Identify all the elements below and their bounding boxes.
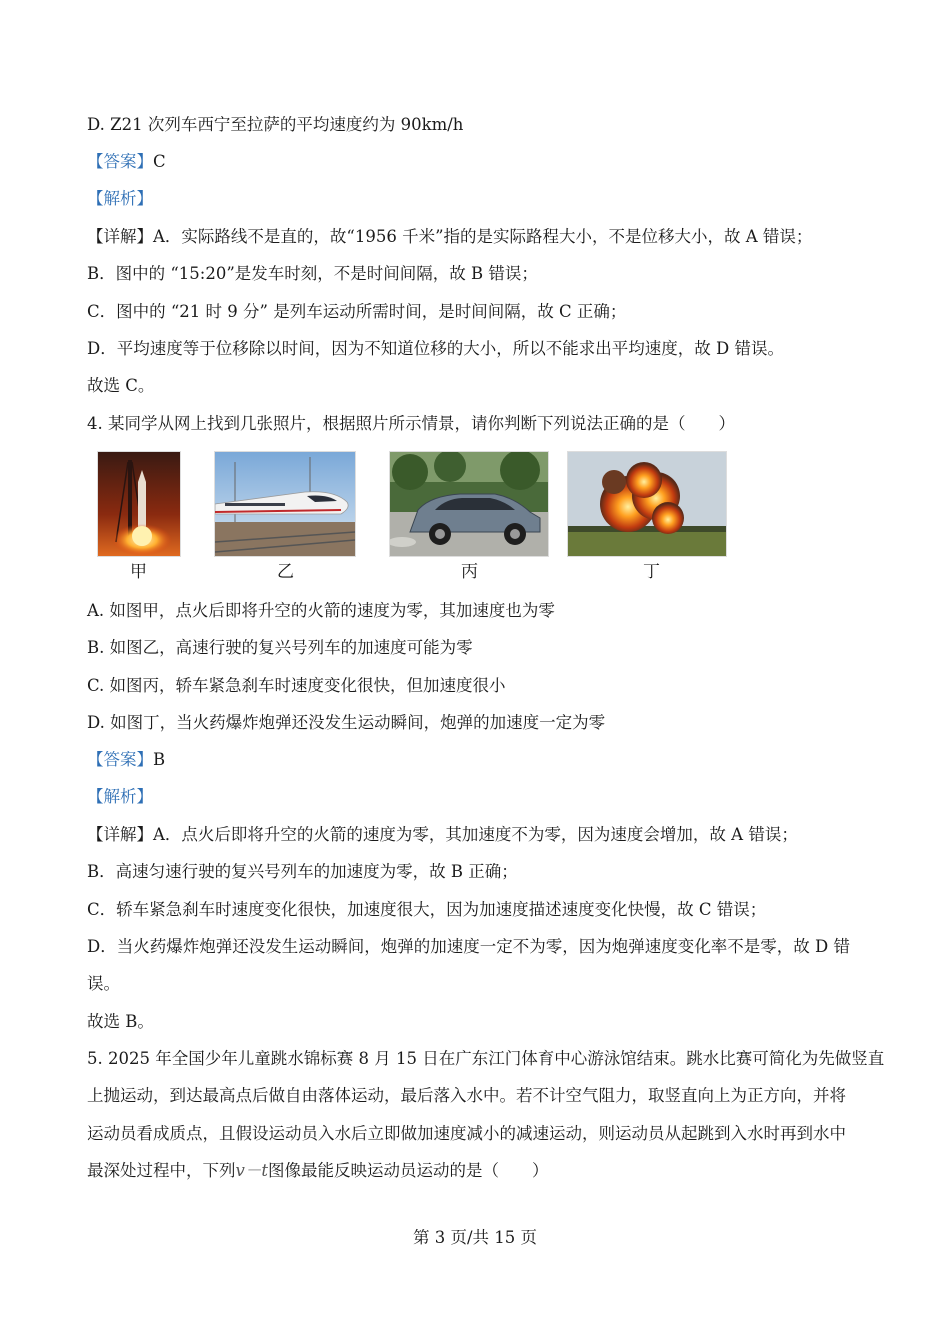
page-footer: 第 3 页/共 15 页 (412, 1228, 538, 1247)
q4-detail-d-line2: 误。 (87, 974, 120, 993)
detail-a-text: A．点火后即将升空的火箭的速度为零，其加速度不为零，因为速度会增加，故 A 错误； (153, 825, 798, 844)
vt-math: v－t (235, 1161, 268, 1180)
q3-option-d: D. Z21 次列车西宁至拉萨的平均速度约为 90km/h (87, 115, 464, 134)
answer-tag: 【答案】 (87, 152, 153, 171)
caption-jia: 甲 (130, 562, 147, 582)
caption-bing: 丙 (461, 562, 478, 582)
answer-tag: 【答案】 (87, 750, 153, 769)
train-photo (214, 451, 356, 557)
detail-a-text: A．实际路线不是直的，故“1956 千米”指的是实际路程大小，不是位移大小，故 A 错误； (153, 227, 813, 246)
q4-option-a: A. 如图甲，点火后即将升空的火箭的速度为零，其加速度也为零 (87, 601, 555, 620)
q5-line2: 上抛运动，到达最高点后做自由落体运动，最后落入水中。若不计空气阻力，取竖直向上为正方向，并将 (87, 1086, 846, 1105)
q4-option-c: C. 如图丙，轿车紧急刹车时速度变化很快，但加速度很小 (87, 676, 506, 695)
q5-line1: 5. 2025 年全国少年儿童跳水锦标赛 8 月 15 日在广东江门体育中心游泳馆结束。跳水比赛可简化为先做竖直 (87, 1049, 885, 1068)
q4-detail-b: B．高速匀速行驶的复兴号列车的加速度为零，故 B 正确； (87, 862, 518, 881)
q3-answer (87, 151, 166, 173)
q5-line4-pre: 最深处过程中，下列 (87, 1161, 236, 1180)
q5-line4-post: 图像最能反映运动员运动的是（ ） (267, 1161, 549, 1180)
q4-detail-c: C．轿车紧急刹车时速度变化很快，加速度很大，因为加速度描述速度变化快慢，故 C 错误； (87, 900, 767, 919)
q4-answer (87, 749, 165, 771)
caption-yi: 乙 (277, 562, 294, 582)
q4-detail-d-line1: D．当火药爆炸炮弹还没发生运动瞬间，炮弹的加速度一定不为零，因为炮弹速度变化率不是零，故 D 错 (87, 937, 850, 956)
q4-stem: 4. 某同学从网上找到几张照片，根据照片所示情景，请你判断下列说法正确的是（ ） (87, 414, 735, 433)
q3-detail-c: C．图中的 “21 时 9 分” 是列车运动所需时间，是时间间隔，故 C 正确； (87, 302, 627, 321)
q3-detail-a (87, 226, 812, 248)
answer-value: B (153, 750, 166, 769)
q4-detail-a (87, 824, 798, 846)
q3-analysis-tag: 【解析】 (87, 189, 153, 208)
detail-tag: 【详解】 (87, 227, 153, 246)
rocket-photo (97, 451, 181, 557)
explosion-photo (567, 451, 727, 557)
q4-option-d: D. 如图丁，当火药爆炸炮弹还没发生运动瞬间，炮弹的加速度一定为零 (87, 713, 606, 732)
caption-ding: 丁 (643, 562, 660, 582)
q4-analysis-tag: 【解析】 (87, 787, 153, 806)
q3-detail-d: D．平均速度等于位移除以时间，因为不知道位移的大小，所以不能求出平均速度，故 D 错误。 (87, 339, 784, 358)
q5-line3: 运动员看成质点，且假设运动员入水后立即做加速度减小的减速运动，则运动员从起跳到入水时再到水中 (87, 1124, 846, 1143)
car-photo (389, 451, 549, 557)
detail-tag: 【详解】 (87, 825, 153, 844)
q3-detail-b: B．图中的 “15:20”是发车时刻，不是时间间隔，故 B 错误； (87, 264, 538, 283)
q4-conclusion: 故选 B。 (87, 1012, 154, 1031)
q5-line4 (87, 1160, 548, 1182)
answer-value: C (153, 152, 166, 171)
q4-option-b: B. 如图乙，高速行驶的复兴号列车的加速度可能为零 (87, 638, 473, 657)
q3-conclusion: 故选 C。 (87, 376, 155, 395)
